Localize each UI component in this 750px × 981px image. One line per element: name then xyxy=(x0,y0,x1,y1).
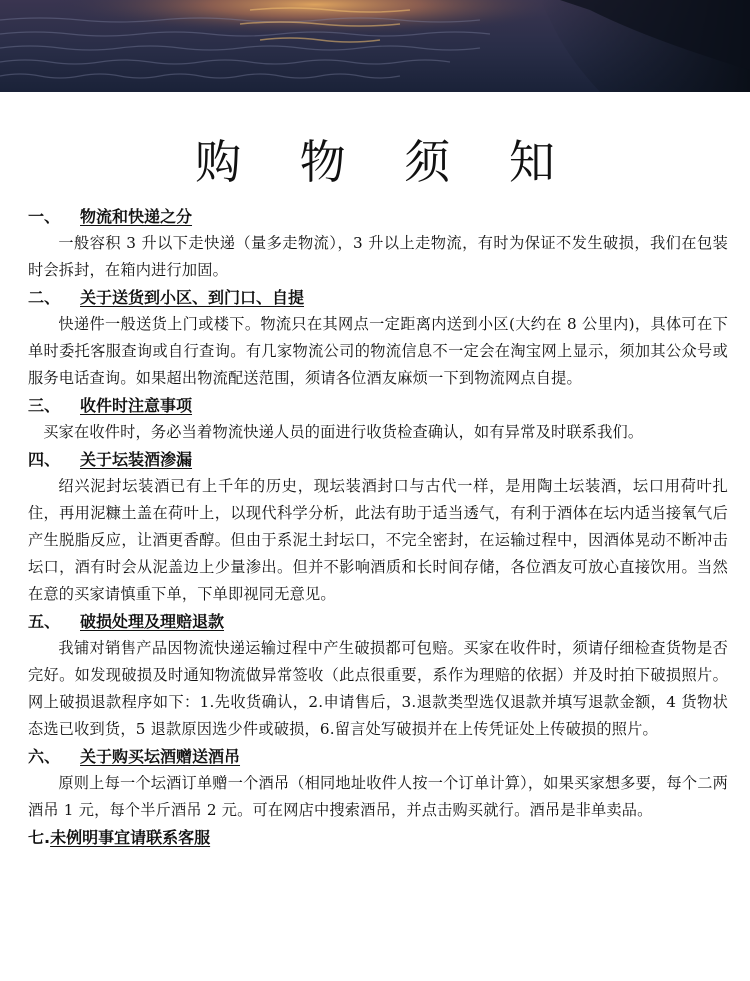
section-title: 关于坛装酒渗漏 xyxy=(80,450,193,469)
section-heading-7 xyxy=(28,824,728,851)
notice-content xyxy=(28,203,728,851)
section-number: 三、 xyxy=(28,396,61,415)
section-heading-6 xyxy=(28,743,728,770)
section-heading-2 xyxy=(28,284,728,311)
section-body-3: 买家在收件时，务必当着物流快递人员的面进行收货检查确认，如有异常及时联系我们。 xyxy=(43,423,644,441)
section-number: 二、 xyxy=(28,288,61,307)
sunset-water-image xyxy=(0,0,750,92)
section-title: 关于购买坛酒赠送酒吊 xyxy=(80,747,241,766)
header-banner-image xyxy=(0,0,750,92)
section-body-2: 快递件一般送货上门或楼下。物流只在其网点一定距离内送到小区(大约在 8 公里内)，具体可在下单时委托客服查询或自行查询。有几家物流公司的物流信息不一定会在淘宝网上显示，须加其公众号或服务电话查询。如果超出物流配送范围，须请各位酒友麻烦一下到物流网点自提。 xyxy=(28,315,728,387)
section-number: 七. xyxy=(28,828,51,847)
section-body-1: 一般容积 3 升以下走快递（量多走物流），3 升以上走物流，有时为保证不发生破损，我们在包装时会拆封，在箱内进行加固。 xyxy=(28,234,728,279)
section-number: 六、 xyxy=(28,747,61,766)
section-title: 破损处理及理赔退款 xyxy=(80,612,225,631)
page-title: 购 物 须 知 xyxy=(195,135,577,189)
section-heading-4 xyxy=(28,446,728,473)
section-title: 未例明事宜请联系客服 xyxy=(50,828,211,847)
section-number: 五、 xyxy=(28,612,61,631)
section-title: 物流和快递之分 xyxy=(80,207,193,226)
section-body-4: 绍兴泥封坛装酒已有上千年的历史，现坛装酒封口与古代一样，是用陶土坛装酒，坛口用荷叶扎住，再用泥糠土盖在荷叶上，以现代科学分析，此法有助于适当透气，有利于酒体在坛内适当接氧气后产生脱脂反应，让酒更香醇。但由于系泥土封坛口，不完全密封，在运输过程中，因酒体晃动不断冲击坛口，酒有时会从泥盖边上少量渗出。但并不影响酒质和长时间存储，各位酒友可放心直接饮用。当然在意的买家请慎重下单，下单即视同无意见。 xyxy=(28,477,728,603)
section-title: 收件时注意事项 xyxy=(80,396,193,415)
section-body-5: 我铺对销售产品因物流快递运输过程中产生破损都可包赔。买家在收件时，须请仔细检查货物是否完好。如发现破损及时通知物流做异常签收（此点很重要，系作为理赔的依据）并及时拍下破损照片。网上破损退款程序如下：1.先收货确认，2.申请售后，3.退款类型选仅退款并填写退款金额，4 货物状态选已收到货，5 退款原因选少件或破损，6.留言处写破损并在上传凭证处上传破损的照片。 xyxy=(28,639,728,738)
section-heading-3 xyxy=(28,392,728,419)
section-title: 关于送货到小区、到门口、自提 xyxy=(80,288,305,307)
section-heading-5 xyxy=(28,608,728,635)
section-body-6: 原则上每一个坛酒订单赠一个酒吊（相同地址收件人按一个订单计算），如果买家想多要，每个二两酒吊 1 元，每个半斤酒吊 2 元。可在网店中搜索酒吊，并点击购买就行。酒吊是非单卖品。 xyxy=(28,774,728,819)
section-number: 四、 xyxy=(28,450,61,469)
section-heading-1 xyxy=(28,203,728,230)
section-number: 一、 xyxy=(28,207,61,226)
